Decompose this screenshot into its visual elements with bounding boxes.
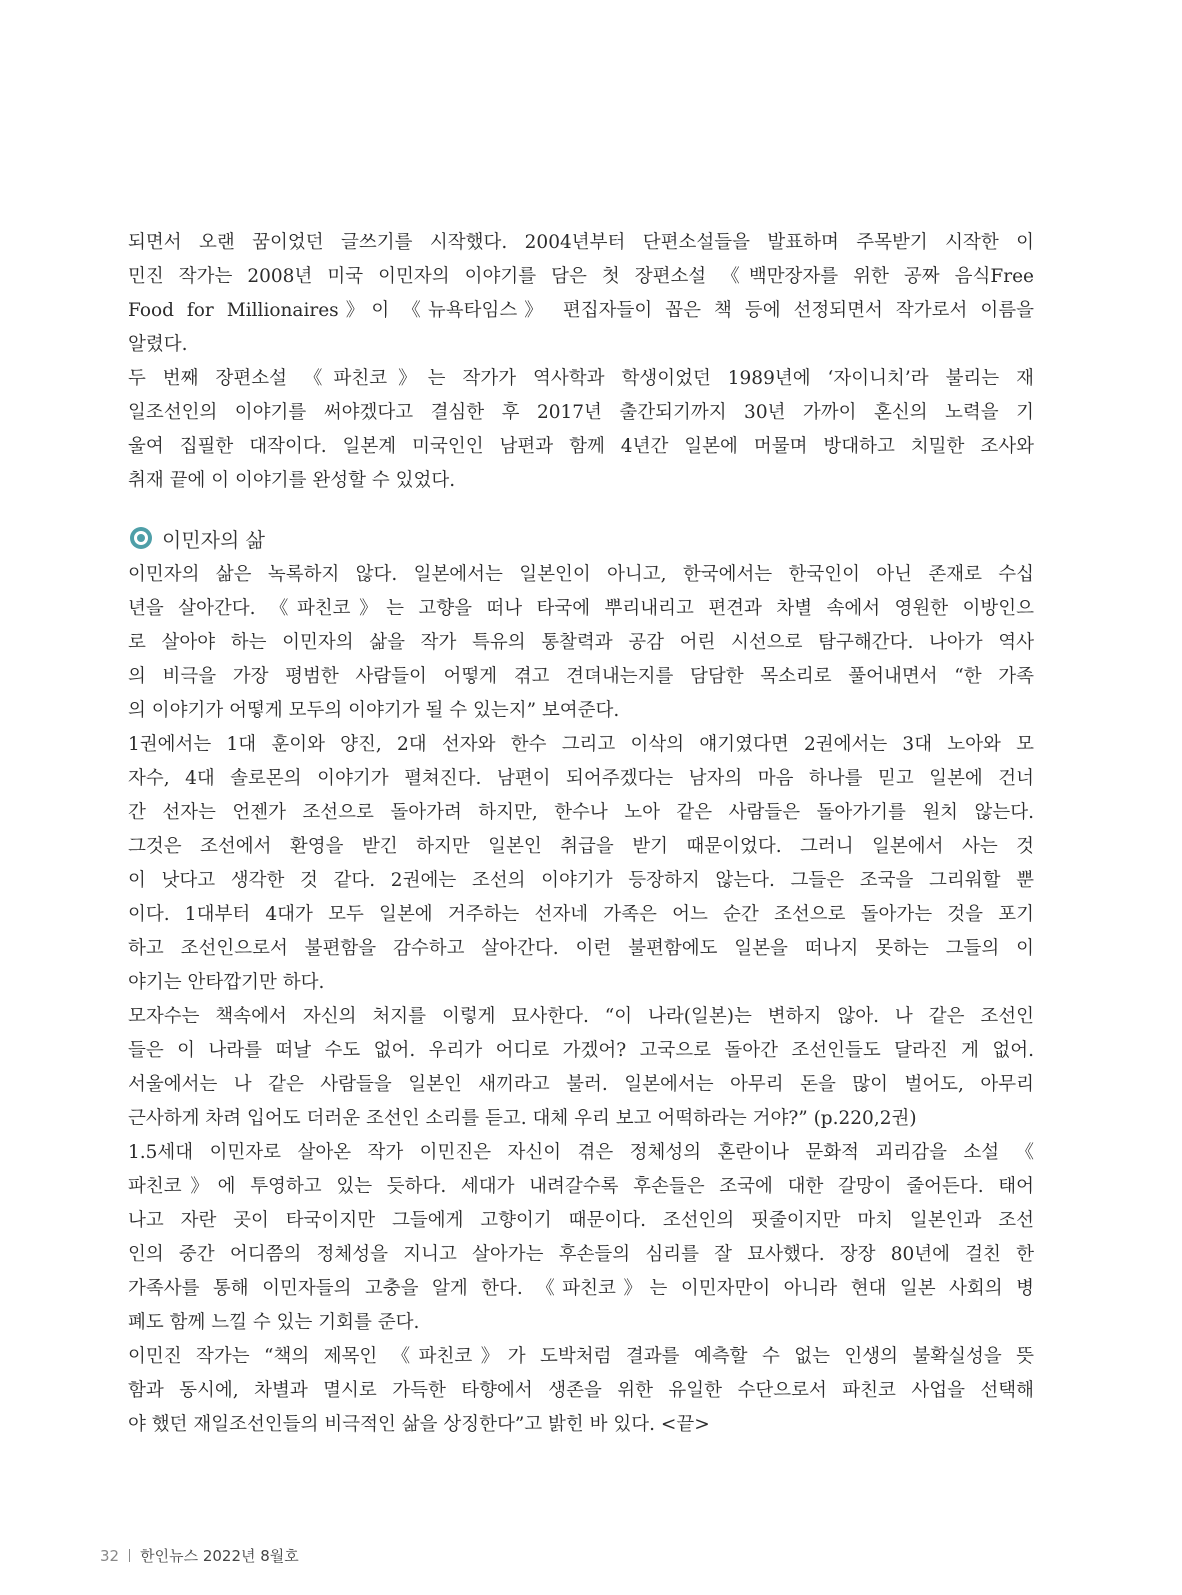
text-line: 이민자의 삶은 녹록하지 않다. 일본에서는 일본인이 아니고, 한국에서는 한국인이 아닌 존재로 수십 bbox=[128, 564, 1034, 585]
paragraph bbox=[128, 558, 1034, 728]
text-line: 로 살아야 하는 이민자의 삶을 작가 특유의 통찰력과 공감 어린 시선으로 탐구해간다. 나아가 역사 bbox=[128, 632, 1034, 653]
text-line: 가족사를 통해 이민자들의 고충을 알게 한다. 《파친코》는 이민자만이 아니라 현대 일본 사회의 병 bbox=[128, 1278, 1034, 1299]
text-line: 들은 이 나라를 떠날 수도 없어. 우리가 어디로 가겠어? 고국으로 돌아간 조선인들도 달라진 게 없어. bbox=[128, 1040, 1034, 1061]
text-line: 일조선인의 이야기를 써야겠다고 결심한 후 2017년 출간되기까지 30년 가까이 혼신의 노력을 기 bbox=[128, 402, 1034, 423]
text-line: Food for Millionaires》이 《뉴욕타임스》 편집자들이 꼽은 책 등에 선정되면서 작가로서 이름을 bbox=[128, 300, 1034, 321]
paragraph bbox=[128, 1000, 1034, 1136]
publication-name: 한인뉴스 2022년 8월호 bbox=[140, 1547, 299, 1565]
intro-paragraphs bbox=[128, 226, 1034, 498]
paragraph bbox=[128, 362, 1034, 498]
text-line: 근사하게 차려 입어도 더러운 조선인 소리를 듣고. 대체 우리 보고 어떡하라는 거야?” (p.220,2권) bbox=[128, 1108, 917, 1129]
page-footer bbox=[100, 1545, 299, 1566]
text-line: 울여 집필한 대작이다. 일본계 미국인인 남편과 함께 4년간 일본에 머물며 방대하고 치밀한 조사와 bbox=[128, 436, 1034, 457]
section-title: 이민자의 삶 bbox=[162, 527, 265, 552]
paragraph bbox=[128, 226, 1034, 362]
text-line: 이 낫다고 생각한 것 같다. 2권에는 조선의 이야기가 등장하지 않는다. 그들은 조국을 그리워할 뿐 bbox=[128, 870, 1034, 891]
footer-divider bbox=[129, 1549, 130, 1562]
text-line: 두 번째 장편소설 《파친코》는 작가가 역사학과 학생이었던 1989년에 ‘자이니치’라 불리는 재 bbox=[128, 368, 1034, 389]
text-line: 년을 살아간다. 《파친코》는 고향을 떠나 타국에 뿌리내리고 편견과 차별 속에서 영원한 이방인으 bbox=[128, 598, 1034, 619]
text-line: 간 선자는 언젠가 조선으로 돌아가려 하지만, 한수나 노아 같은 사람들은 돌아가기를 원치 않는다. bbox=[128, 802, 1034, 823]
text-line: 함과 동시에, 차별과 멸시로 가득한 타향에서 생존을 위한 유일한 수단으로서 파친코 사업을 선택해 bbox=[128, 1380, 1034, 1401]
text-line: 자수, 4대 솔로몬의 이야기가 펼쳐진다. 남편이 되어주겠다는 남자의 마음 하나를 믿고 일본에 건너 bbox=[128, 768, 1034, 789]
text-line: 서울에서는 나 같은 사람들을 일본인 새끼라고 불러. 일본에서는 아무리 돈을 많이 벌어도, 아무리 bbox=[128, 1074, 1034, 1095]
text-line: 민진 작가는 2008년 미국 이민자의 이야기를 담은 첫 장편소설 《백만장자를 위한 공짜 음식Free bbox=[128, 266, 1034, 287]
text-line: 취재 끝에 이 이야기를 완성할 수 있었다. bbox=[128, 470, 456, 491]
circle-bullet-icon bbox=[130, 527, 152, 549]
text-line: 되면서 오랜 꿈이었던 글쓰기를 시작했다. 2004년부터 단편소설들을 발표하며 주목받기 시작한 이 bbox=[128, 232, 1034, 253]
text-line: 파친코》에 투영하고 있는 듯하다. 세대가 내려갈수록 후손들은 조국에 대한 갈망이 줄어든다. 태어 bbox=[128, 1176, 1034, 1197]
text-line: 나고 자란 곳이 타국이지만 그들에게 고향이기 때문이다. 조선인의 핏줄이지만 마치 일본인과 조선 bbox=[128, 1210, 1034, 1231]
text-line: 야기는 안타깝기만 하다. bbox=[128, 972, 325, 993]
section-paragraphs bbox=[128, 558, 1034, 1442]
text-line: 알렸다. bbox=[128, 334, 188, 355]
page-number: 32 bbox=[100, 1546, 120, 1565]
text-line: 폐도 함께 느낄 수 있는 기회를 준다. bbox=[128, 1312, 420, 1333]
text-line: 야 했던 재일조선인들의 비극적인 삶을 상징한다”고 밝힌 바 있다. <끝> bbox=[128, 1414, 710, 1435]
section-heading bbox=[128, 520, 1034, 556]
text-line: 1권에서는 1대 훈이와 양진, 2대 선자와 한수 그리고 이삭의 얘기였다면 2권에서는 3대 노아와 모 bbox=[128, 734, 1034, 755]
text-line: 그것은 조선에서 환영을 받긴 하지만 일본인 취급을 받기 때문이었다. 그러니 일본에서 사는 것 bbox=[128, 836, 1034, 857]
text-line: 1.5세대 이민자로 살아온 작가 이민진은 자신이 겪은 정체성의 혼란이나 문화적 괴리감을 소설 《 bbox=[128, 1142, 1034, 1163]
text-line: 의 이야기가 어떻게 모두의 이야기가 될 수 있는지” 보여준다. bbox=[128, 700, 620, 721]
text-line: 하고 조선인으로서 불편함을 감수하고 살아간다. 이런 불편함에도 일본을 떠나지 못하는 그들의 이 bbox=[128, 938, 1034, 959]
paragraph bbox=[128, 1136, 1034, 1340]
text-line: 의 비극을 가장 평범한 사람들이 어떻게 겪고 견뎌내는지를 담담한 목소리로 풀어내면서 “한 가족 bbox=[128, 666, 1034, 687]
text-line: 인의 중간 어디쯤의 정체성을 지니고 살아가는 후손들의 심리를 잘 묘사했다. 장장 80년에 걸친 한 bbox=[128, 1244, 1034, 1265]
text-line: 이민진 작가는 “책의 제목인 《파친코》가 도박처럼 결과를 예측할 수 없는 인생의 불확실성을 뜻 bbox=[128, 1346, 1034, 1367]
article-body bbox=[128, 226, 1034, 1442]
text-line: 이다. 1대부터 4대가 모두 일본에 거주하는 선자네 가족은 어느 순간 조선으로 돌아가는 것을 포기 bbox=[128, 904, 1034, 925]
text-line: 모자수는 책속에서 자신의 처지를 이렇게 묘사한다. “이 나라(일본)는 변하지 않아. 나 같은 조선인 bbox=[128, 1006, 1034, 1027]
paragraph bbox=[128, 728, 1034, 1000]
paragraph bbox=[128, 1340, 1034, 1442]
